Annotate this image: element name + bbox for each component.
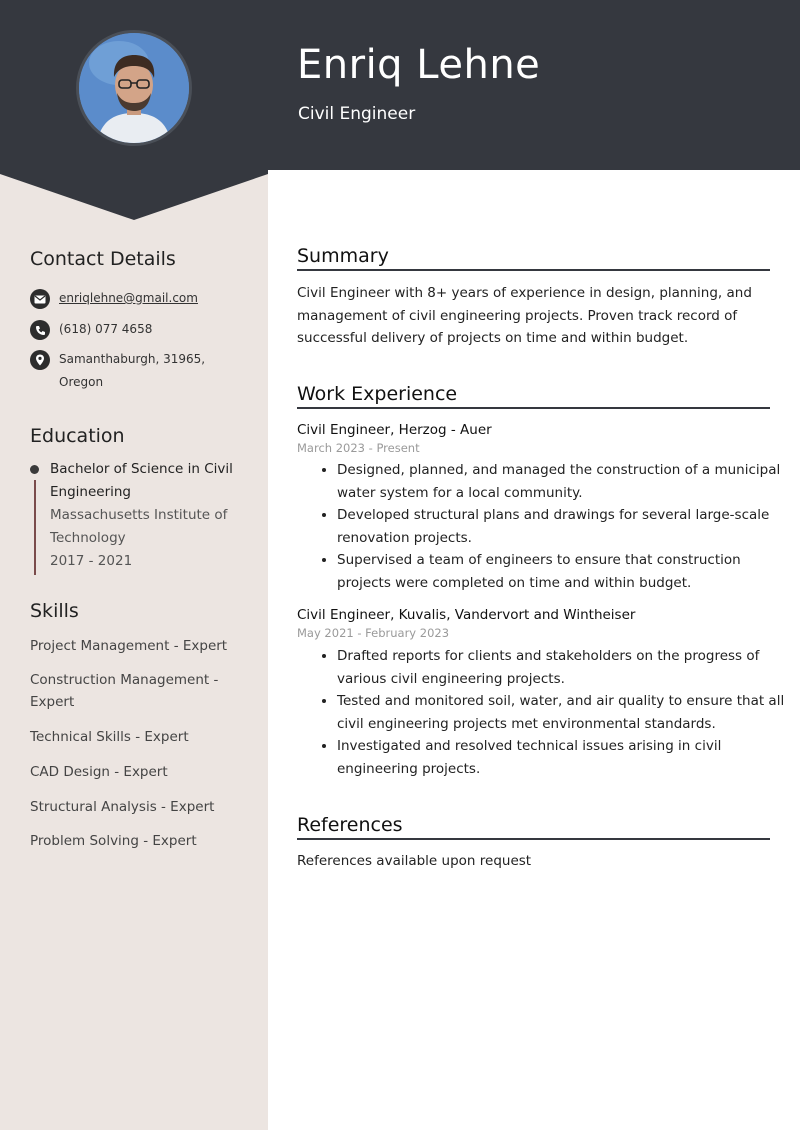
education-school: Massachusetts Institute of Technology — [50, 507, 228, 546]
candidate-title: Civil Engineer — [298, 104, 416, 124]
contact-heading: Contact Details — [30, 248, 176, 270]
skills-heading: Skills — [30, 600, 79, 622]
job-title: Civil Engineer, Kuvalis, Vandervort and Wintheiser — [297, 607, 636, 623]
education-entry — [30, 458, 240, 573]
list-item: • Investigated and resolved technical issues arising in civil engineering projects. — [337, 735, 792, 780]
experience-heading: Work Experience — [297, 383, 770, 409]
skill-item: Structural Analysis - Expert — [30, 799, 215, 815]
skill-item: Problem Solving - Expert — [30, 833, 197, 849]
list-item: • Developed structural plans and drawings for several large-scale renovation projects. — [337, 504, 792, 549]
job-bullets — [317, 459, 792, 594]
skill-item: Technical Skills - Expert — [30, 729, 189, 745]
contact-address: Samanthaburgh, 31965, Oregon — [59, 352, 206, 389]
list-item: • Designed, planned, and managed the construction of a municipal water system for a local community. — [337, 459, 792, 504]
timeline-dot — [30, 465, 39, 474]
contact-phone-row — [30, 320, 219, 341]
job-dates: March 2023 - Present — [297, 441, 420, 455]
job-dates: May 2021 - February 2023 — [297, 626, 450, 640]
skill-item: Construction Management - Expert — [30, 672, 219, 710]
education-degree: Bachelor of Science in Civil Engineering — [50, 461, 233, 500]
job-bullets — [317, 645, 792, 780]
contact-address-row — [30, 350, 209, 394]
skill-item: Project Management - Expert — [30, 638, 228, 654]
email-icon — [30, 289, 50, 309]
skill-item: CAD Design - Expert — [30, 764, 168, 780]
references-text: References available upon request — [297, 853, 532, 869]
education-years: 2017 - 2021 — [50, 553, 133, 569]
list-item: • Tested and monitored soil, water, and air quality to ensure that all civil engineering projects met environmental standards. — [337, 690, 792, 735]
contact-email-row — [30, 289, 219, 310]
education-heading: Education — [30, 425, 125, 447]
contact-phone: (618) 077 4658 — [59, 322, 153, 336]
job-title: Civil Engineer, Herzog - Auer — [297, 422, 492, 438]
summary-text: Civil Engineer with 8+ years of experience in design, planning, and management of civil engineering projects. Proven track record of successful delivery of projects on time and within budget. — [297, 285, 752, 346]
avatar — [76, 30, 192, 146]
references-heading: References — [297, 814, 770, 840]
phone-icon — [30, 320, 50, 340]
list-item: • Drafted reports for clients and stakeholders on the progress of various civil engineering projects. — [337, 645, 792, 690]
header-chevron — [0, 170, 268, 220]
candidate-name: Enriq Lehne — [297, 42, 541, 88]
location-icon — [30, 350, 50, 370]
contact-email[interactable]: enriqlehne@gmail.com — [59, 291, 198, 305]
timeline-line — [34, 480, 36, 575]
list-item: • Supervised a team of engineers to ensure that construction projects were completed on time and within budget. — [337, 549, 792, 594]
summary-heading: Summary — [297, 245, 770, 271]
